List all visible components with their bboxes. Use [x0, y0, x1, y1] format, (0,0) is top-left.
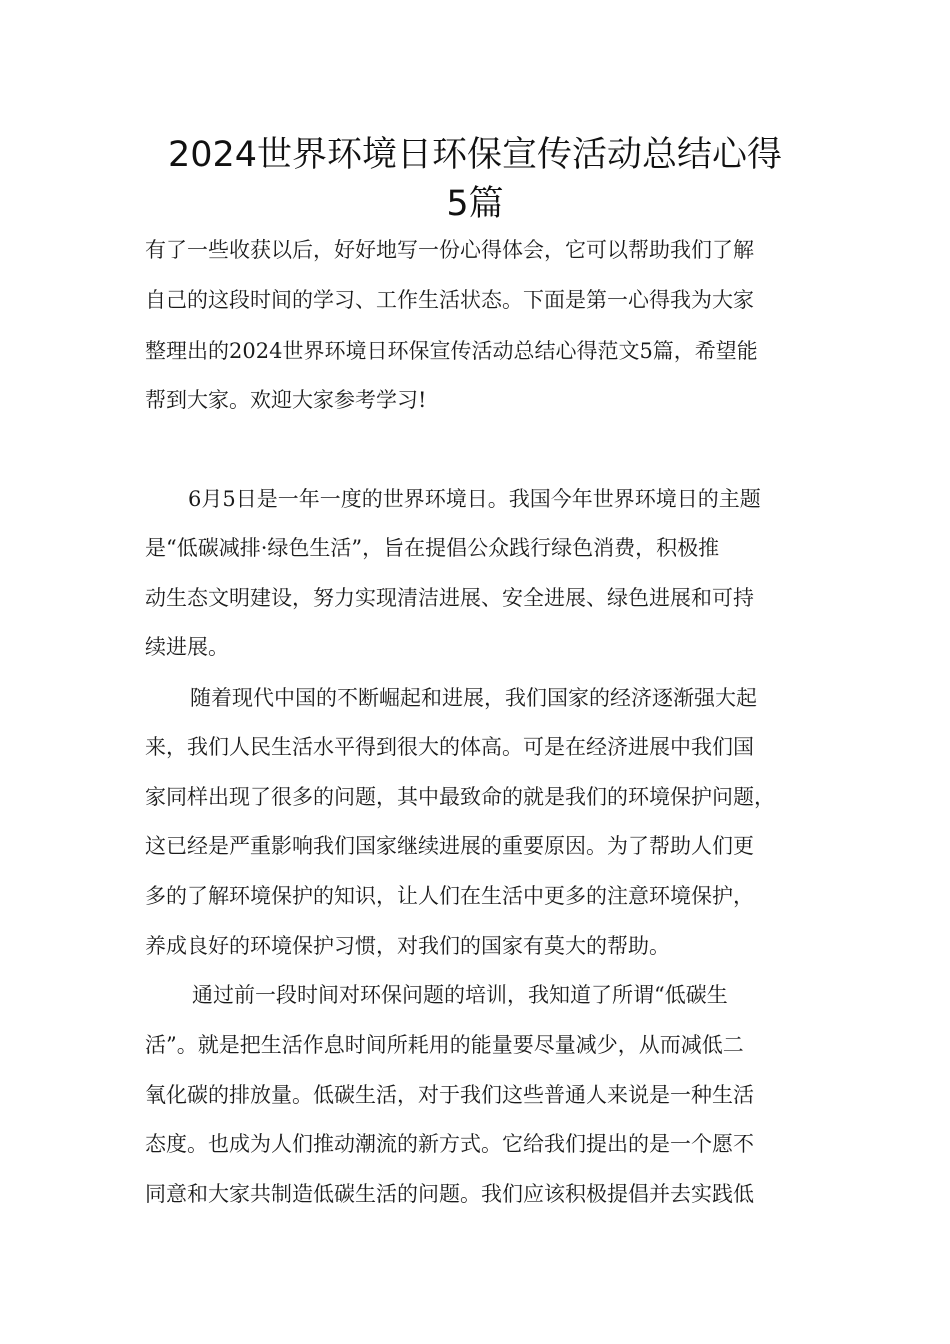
text-line: 是“低碳减排·绿色生活”，旨在提倡公众践行绿色消费，积极推 [145, 536, 720, 560]
text-line: 活”。就是把生活作息时间所耗用的能量要尽量减少，从而减低二 [145, 1033, 744, 1057]
text-line: 有了一些收获以后，好好地写一份心得体会，它可以帮助我们了解 [145, 238, 754, 262]
text-line: 氧化碳的排放量。低碳生活，对于我们这些普通人来说是一种生活 [145, 1083, 754, 1107]
text-line: 自己的这段时间的学习、工作生活状态。下面是第一心得我为大家 [145, 288, 754, 312]
document-title-line-1: 2024世界环境日环保宣传活动总结心得 [167, 135, 783, 175]
text-line: 帮到大家。欢迎大家参考学习! [145, 388, 427, 412]
text-line: 家同样出现了很多的问题，其中最致命的就是我们的环境保护问题， [145, 785, 775, 809]
text-line: 动生态文明建设，努力实现清洁进展、安全进展、绿色进展和可持 [145, 586, 754, 610]
text-line: 整理出的2024世界环境日环保宣传活动总结心得范文5篇，希望能 [145, 339, 758, 363]
text-line: 来，我们人民生活水平得到很大的体高。可是在经济进展中我们国 [145, 735, 754, 759]
document-title-line-2: 5篇 [446, 184, 504, 224]
text-line: 同意和大家共制造低碳生活的问题。我们应该积极提倡并去实践低 [145, 1182, 754, 1206]
text-line: 这已经是严重影响我们国家继续进展的重要原因。为了帮助人们更 [145, 834, 754, 858]
text-line: 通过前一段时间对环保问题的培训，我知道了所谓“低碳生 [192, 983, 728, 1007]
text-line: 养成良好的环境保护习惯，对我们的国家有莫大的帮助。 [145, 934, 670, 958]
text-line: 6月5日是一年一度的世界环境日。我国今年世界环境日的主题 [188, 487, 761, 511]
text-line: 态度。也成为人们推动潮流的新方式。它给我们提出的是一个愿不 [145, 1132, 754, 1156]
text-line: 多的了解环境保护的知识，让人们在生活中更多的注意环境保护， [145, 884, 754, 908]
text-line: 续进展。 [145, 635, 229, 659]
text-line: 随着现代中国的不断崛起和进展，我们国家的经济逐渐强大起 [190, 686, 757, 710]
